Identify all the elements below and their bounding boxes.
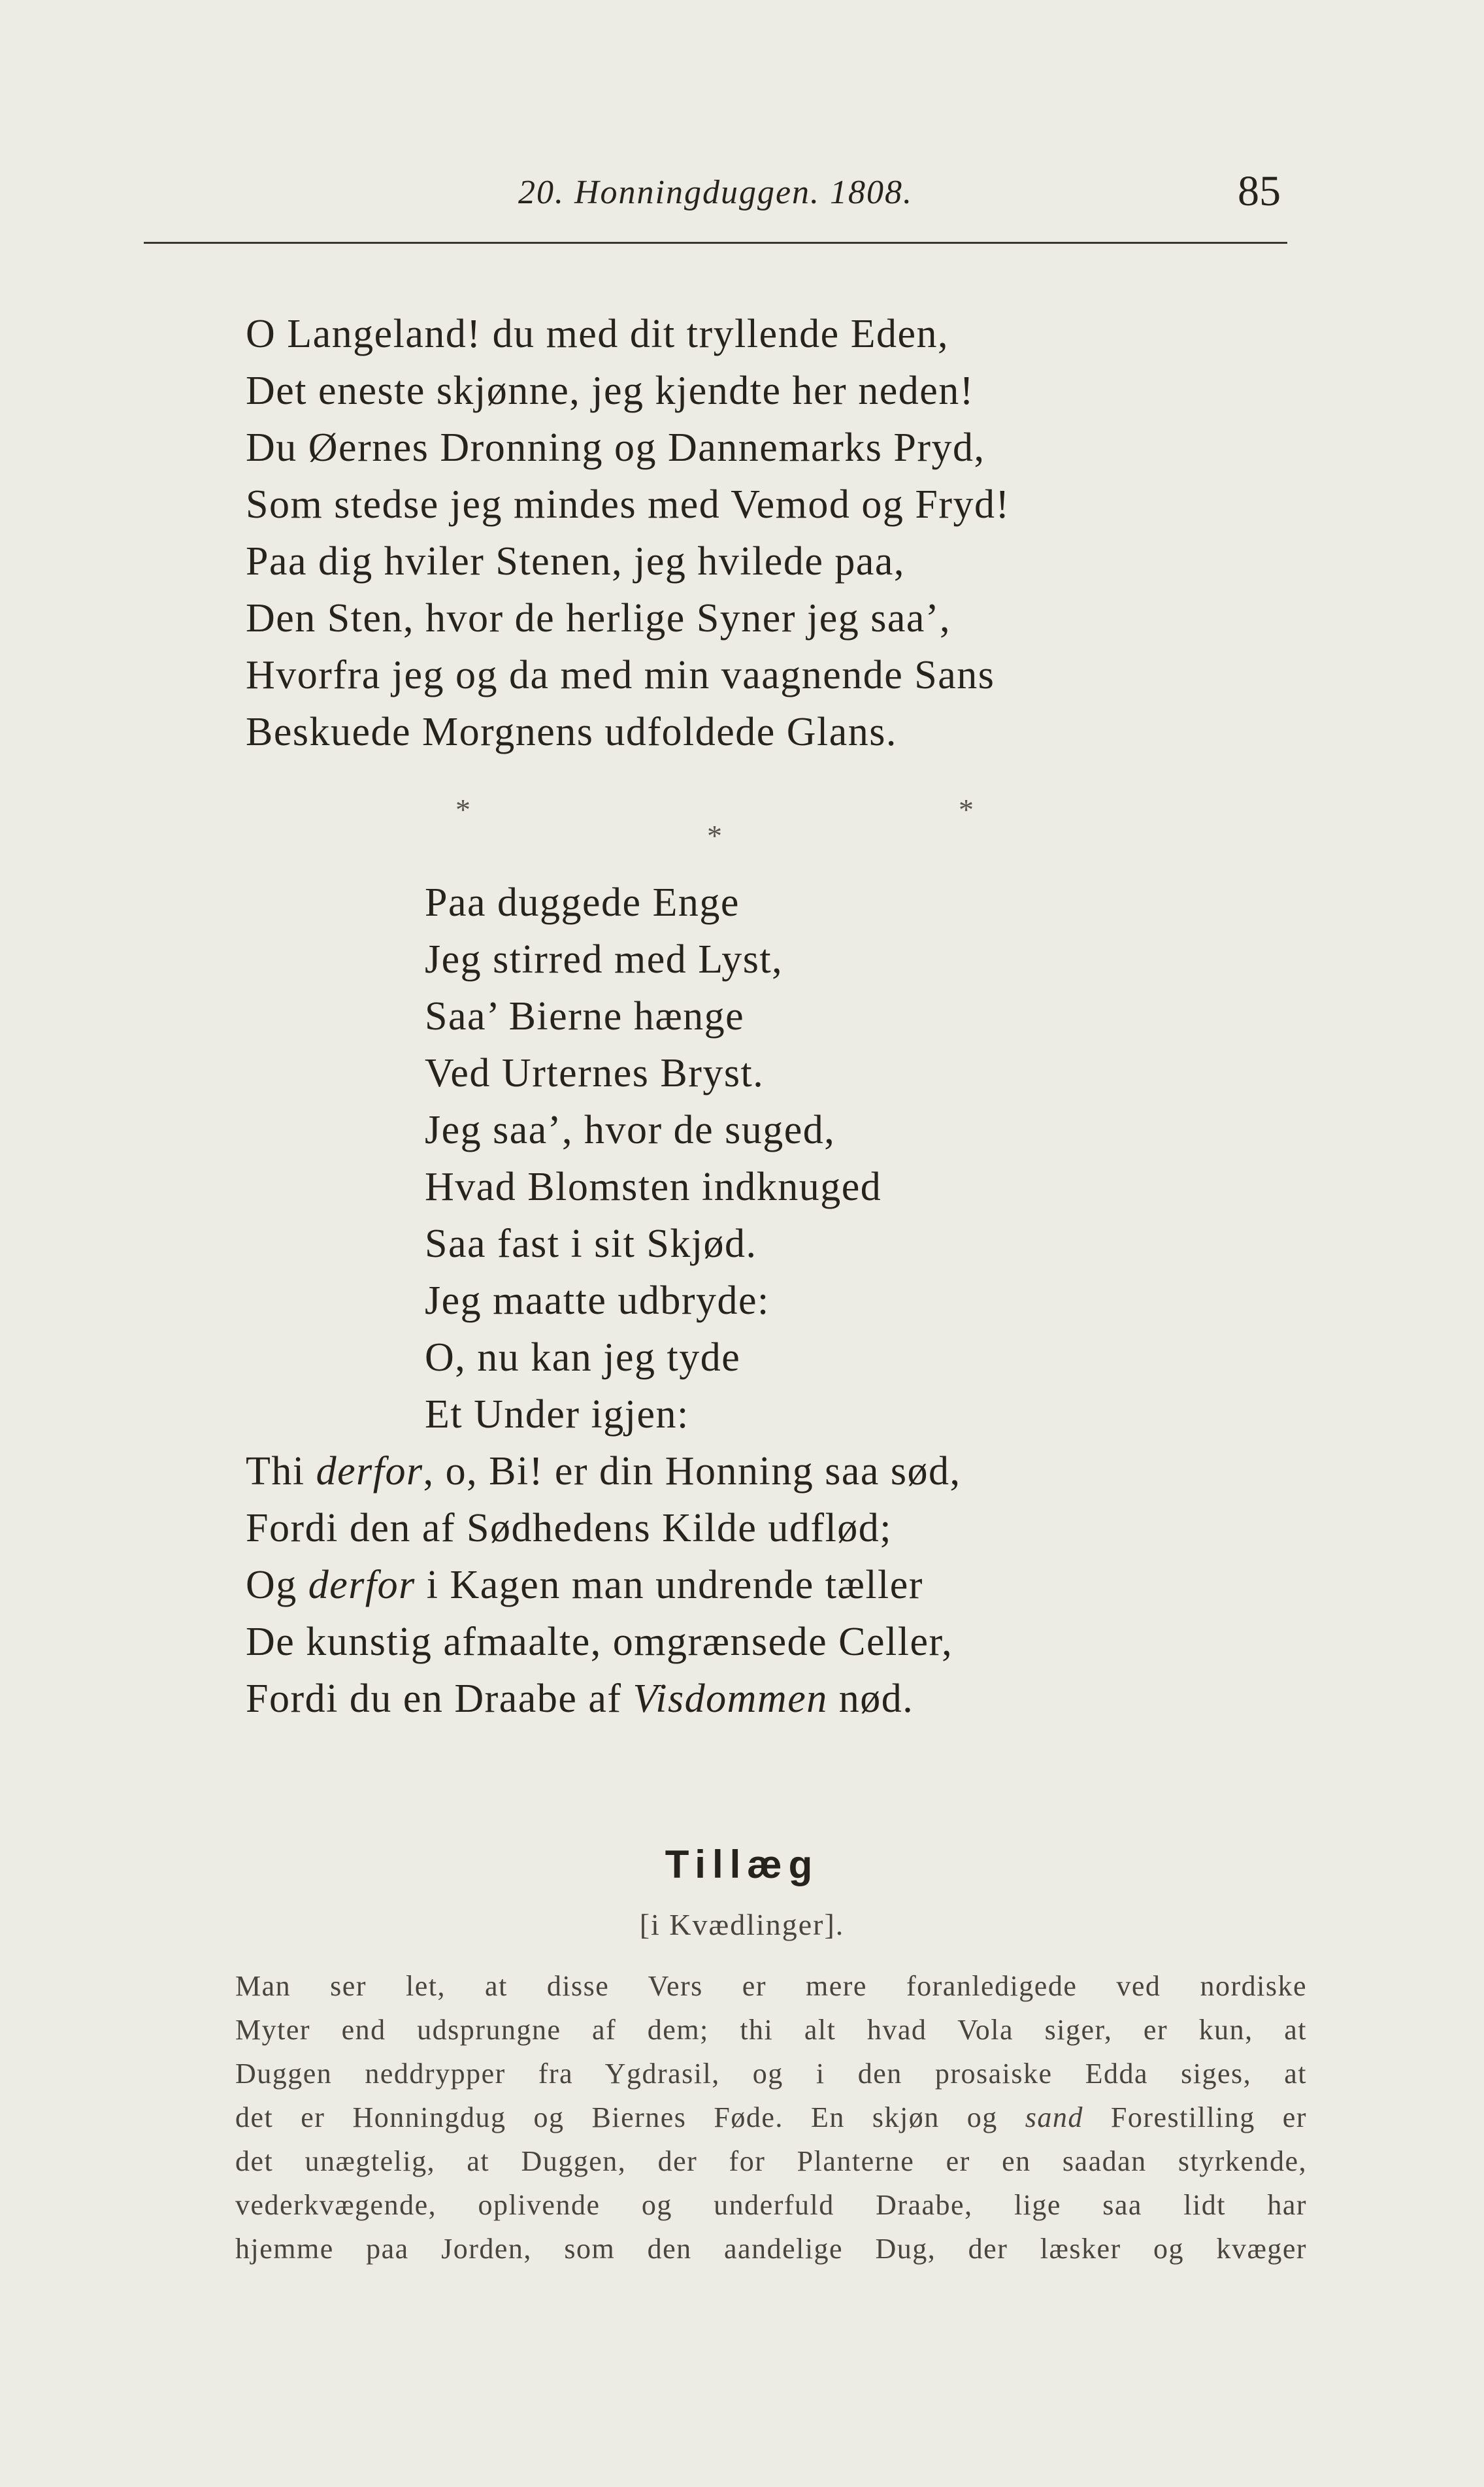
text: det er Honningdug og Biernes Føde. En skjøn og	[235, 2101, 1025, 2133]
verse-line: Den Sten, hvor de herlige Syner jeg saa’,	[246, 596, 951, 641]
verse-line: Beskuede Morgnens udfoldede Glans.	[246, 710, 897, 754]
appendix-title: Tillæg	[665, 1843, 819, 1886]
note-line: Man ser let, at disse Vers er mere foranledigede ved nordiske	[235, 1970, 1307, 2002]
verse-line: Hvad Blomsten indknuged	[425, 1165, 882, 1209]
text: Thi	[246, 1449, 316, 1494]
verse-line: Hvorfra jeg og da med min vaagnende Sans	[246, 653, 995, 697]
stanza-1	[246, 306, 1010, 761]
note-line: det unægtelig, at Duggen, der for Planterne er en saadan styrkende,	[235, 2145, 1307, 2177]
verse-line: Jeg saa’, hvor de suged,	[425, 1108, 836, 1152]
verse-line: Saa fast i sit Skjød.	[425, 1222, 757, 1266]
emphasis: Visdommen	[633, 1677, 828, 1721]
text: , o, Bi! er din Honning saa sød,	[423, 1449, 961, 1494]
asterisk-right: *	[959, 793, 974, 826]
note-line	[235, 2095, 1307, 2139]
verse-line: Jeg maatte udbryde:	[425, 1278, 770, 1323]
asterisk-center: *	[707, 819, 722, 852]
verse-line	[246, 1671, 961, 1728]
appendix-note	[235, 1964, 1307, 2271]
asterisk-left: *	[455, 793, 470, 826]
running-title: 20. Honningduggen. 1808.	[518, 174, 914, 211]
text: Og	[246, 1563, 308, 1607]
verse-line: Du Øernes Dronning og Dannemarks Pryd,	[246, 426, 985, 470]
asterism-divider	[0, 784, 1484, 863]
verse-line: Fordi den af Sødhedens Kilde udflød;	[246, 1506, 893, 1550]
verse-line: O Langeland! du med dit tryllende Eden,	[246, 312, 949, 356]
stanza-2	[425, 875, 882, 1443]
note-line: Myter end udsprungne af dem; thi alt hvad Vola siger, er kun, at	[235, 2014, 1307, 2046]
verse-line: De kunstig afmaalte, omgrænsede Celler,	[246, 1620, 953, 1664]
note-line: hjemme paa Jorden, som den aandelige Dug, der læsker og kvæger	[235, 2233, 1307, 2265]
verse-line: Paa duggede Enge	[425, 880, 740, 925]
verse-line: Et Under igjen:	[425, 1392, 689, 1437]
verse-line	[246, 1443, 961, 1500]
stanza-3	[246, 1443, 961, 1728]
text: nød.	[827, 1677, 914, 1721]
text: i Kagen man undrende tæller	[415, 1563, 923, 1607]
verse-line: Ved Urternes Bryst.	[425, 1051, 765, 1095]
page-number: 85	[1238, 167, 1281, 215]
note-line: Duggen neddrypper fra Ygdrasil, og i den prosaiske Edda siges, at	[235, 2058, 1307, 2090]
verse-line: Paa dig hviler Stenen, jeg hvilede paa,	[246, 539, 905, 584]
verse-line: Det eneste skjønne, jeg kjendte her neden!	[246, 369, 974, 413]
verse-line: Saa’ Bierne hænge	[425, 994, 745, 1039]
emphasis: sand	[1025, 2101, 1083, 2133]
emphasis: derfor	[308, 1563, 416, 1607]
verse-line: Jeg stirred med Lyst,	[425, 937, 783, 982]
note-line: vederkvægende, oplivende og underfuld Draabe, lige saa lidt har	[235, 2189, 1307, 2221]
verse-line: O, nu kan jeg tyde	[425, 1335, 741, 1380]
running-head	[144, 167, 1287, 225]
header-rule	[144, 242, 1287, 244]
emphasis: derfor	[316, 1449, 423, 1494]
text: Forestilling er	[1083, 2101, 1307, 2133]
verse-line	[246, 1557, 961, 1614]
text: Fordi du en Draabe af	[246, 1677, 633, 1721]
appendix-subtitle: [i Kvædlinger].	[639, 1908, 845, 1941]
verse-line: Som stedse jeg mindes med Vemod og Fryd!	[246, 482, 1010, 527]
